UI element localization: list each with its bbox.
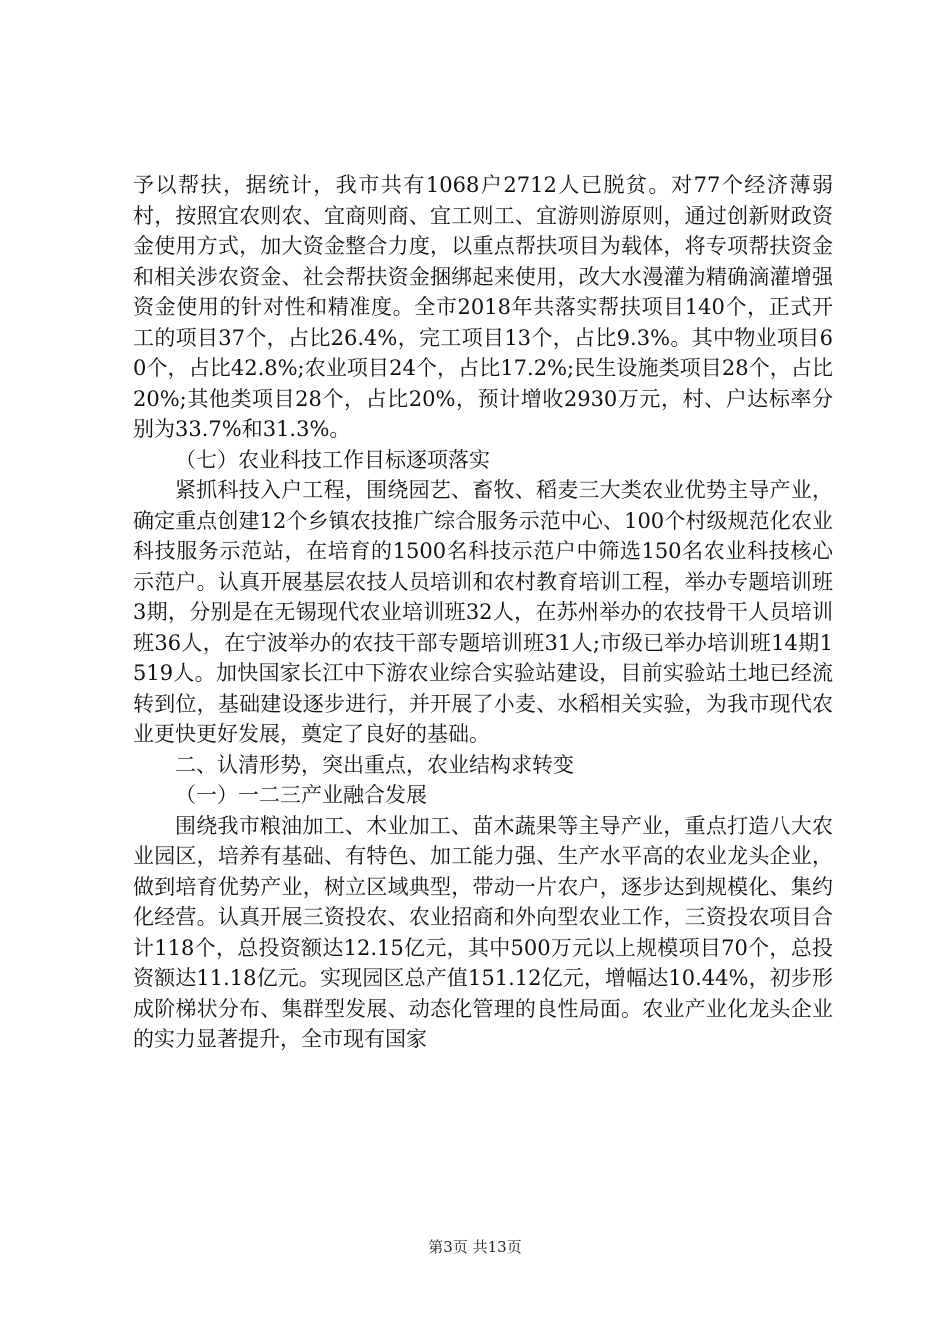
chapter-heading-two: 二、认清形势，突出重点，农业结构求转变 [175, 752, 574, 777]
paragraph-industry-fusion: 围绕我市粮油加工、木业加工、苗木蔬果等主导产业，重点打造八大农业园区，培养有基础、有特色、加工能力强、生产水平高的农业龙头企业，做到培育优势产业，树立区域典型，带动一片农户，逐步达到规模化、集约化经营。认真开展三资投农、农业招商和外向型农业工作，三资投农项目合计118个，总投资额达12.15亿元，其中500万元以上规模项目70个，总投资额达11.18亿元。实现园区总产值151.12亿元，增幅达10.44%，初步形成阶梯状分布、集群型发展、动态化管理的良性局面。农业产业化龙头企业的实力显著提升，全市现有国家 [133, 813, 833, 1051]
paragraph-continuation: 予以帮扶，据统计，我市共有1068户2712人已脱贫。对77个经济薄弱村，按照宜农则农、宜商则商、宜工则工、宜游则游原则，通过创新财政资金使用方式，加大资金整合力度，以重点帮扶项目为载体，将专项帮扶资金和相关涉农资金、社会帮扶资金捆绑起来使用，改大水漫灌为精确滴灌增强资金使用的针对性和精准度。全市2018年共落实帮扶项目140个，正式开工的项目37个，占比26.4%，完工项目13个，占比9.3%。其中物业项目60个，占比42.8%;农业项目24个，占比17.2%;民生设施类项目28个，占比20%;其他类项目28个，占比20%，预计增收2930万元，村、户达标率分别为33.7%和31.3%。 [133, 173, 833, 441]
section-heading-agri-tech: （七）农业科技工作目标逐项落实 [175, 447, 490, 472]
section-heading-industry-fusion: （一）一二三产业融合发展 [175, 783, 427, 807]
page-number-footer: 第3页 共13页 [428, 1238, 522, 1256]
document-body [133, 170, 833, 1055]
paragraph-agri-tech: 紧抓科技入户工程，围绕园艺、畜牧、稻麦三大类农业优势主导产业，确定重点创建12个乡镇农技推广综合服务示范中心、100个村级规范化农业科技服务示范站，在培育的1500名科技示范户中筛选150名农业科技核心示范户。认真开展基层农技人员培训和农村教育培训工程，举办专题培训班3期，分别是在无锡现代农业培训班32人，在苏州举办的农技骨干人员培训班36人，在宁波举办的农技干部专题培训班31人;市级已举办培训班14期1519人。加快国家长江中下游农业综合实验站建设，目前实验站土地已经流转到位，基础建设逐步进行，并开展了小麦、水稻相关实验，为我市现代农业更快更好发展，奠定了良好的基础。 [133, 478, 833, 746]
